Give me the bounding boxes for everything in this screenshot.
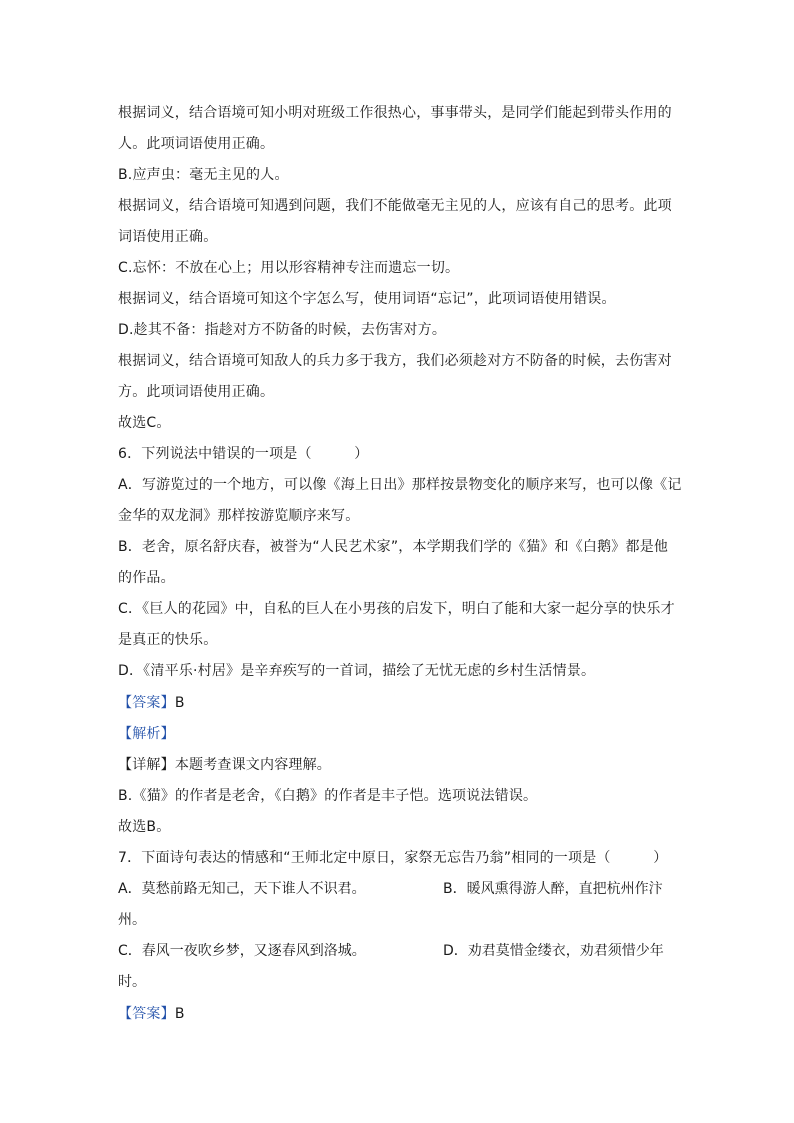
- q7-option-c: C．春风一夜吹乡梦，又逐春风到洛城。: [118, 943, 366, 959]
- text-line: C.忘怀：不放在心上；用以形容精神专注而遗忘一切。: [118, 260, 460, 276]
- text-line: 故选B。: [118, 819, 171, 835]
- text-line: 的作品。: [118, 570, 175, 586]
- text-line: 根据词义，结合语境可知敌人的兵力多于我方，我们必须趁对方不防备的时候，去伤害对: [118, 353, 672, 369]
- answer-line: [118, 1004, 185, 1024]
- text-line: B.《猫》的作者是老舍，《白鹅》的作者是丰子恺。选项说法错误。: [118, 788, 538, 804]
- detail-tag: 【详解】: [118, 757, 175, 773]
- text-line: 词语使用正确。: [118, 229, 218, 245]
- text-line: 方。此项词语使用正确。: [118, 384, 275, 400]
- detail-line: [118, 755, 331, 775]
- analysis-line: [118, 724, 175, 744]
- q7-option-b-cont: 州。: [118, 912, 146, 928]
- answer-value: B: [174, 695, 185, 711]
- text-line: 金华的双龙洞》那样按游览顺序来写。: [118, 508, 360, 524]
- option-b: B．老舍，原名舒庆春，被誉为“人民艺术家”，本学期我们学的《猫》和《白鹅》都是他: [118, 539, 669, 555]
- text-line: 根据词义，结合语境可知这个字怎么写，使用词语“忘记”，此项词语使用错误。: [118, 291, 616, 307]
- option-c: C．《巨人的花园》中，自私的巨人在小男孩的启发下，明白了能和大家一起分享的快乐才: [118, 601, 675, 617]
- text-line: 人。此项词语使用正确。: [118, 136, 275, 152]
- answer-tag: 【答案】: [118, 1006, 175, 1022]
- q7-option-a: A．莫愁前路无知己，天下谁人不识君。: [118, 881, 366, 897]
- text-line: D.趁其不备：指趁对方不防备的时候，去伤害对方。: [118, 322, 447, 338]
- option-a: A．写游览过的一个地方，可以像《海上日出》那样按景物变化的顺序来写，也可以像《记: [118, 477, 682, 493]
- text-line: 是真正的快乐。: [118, 632, 218, 648]
- q7-option-b: B．暖风熏得游人醉，直把杭州作汴: [443, 881, 663, 897]
- q7-option-d: D．劝君莫惜金缕衣，劝君须惜少年: [443, 943, 664, 959]
- analysis-tag: 【解析】: [118, 726, 175, 742]
- detail-text: 本题考查课文内容理解。: [174, 757, 332, 773]
- answer-tag: 【答案】: [118, 695, 175, 711]
- text-line: 根据词义，结合语境可知小明对班级工作很热心，事事带头，是同学们能起到带头作用的: [118, 105, 672, 121]
- question-7: 7．下面诗句表达的情感和“王师北定中原日，家祭无忘告乃翁”相同的一项是（ ）: [118, 850, 668, 866]
- text-line: 故选C。: [118, 415, 171, 431]
- answer-value: B: [174, 1006, 185, 1022]
- text-line: B.应声虫：毫无主见的人。: [118, 167, 289, 183]
- question-6: 6．下列说法中错误的一项是（ ）: [118, 446, 369, 462]
- option-d: D．《清平乐·村居》是辛弃疾写的一首词，描绘了无忧无虑的乡村生活情景。: [118, 663, 596, 679]
- text-line: 根据词义，结合语境可知遇到问题，我们不能做毫无主见的人，应该有自己的思考。此项: [118, 198, 672, 214]
- answer-line: [118, 693, 185, 713]
- q7-option-d-cont: 时。: [118, 974, 146, 990]
